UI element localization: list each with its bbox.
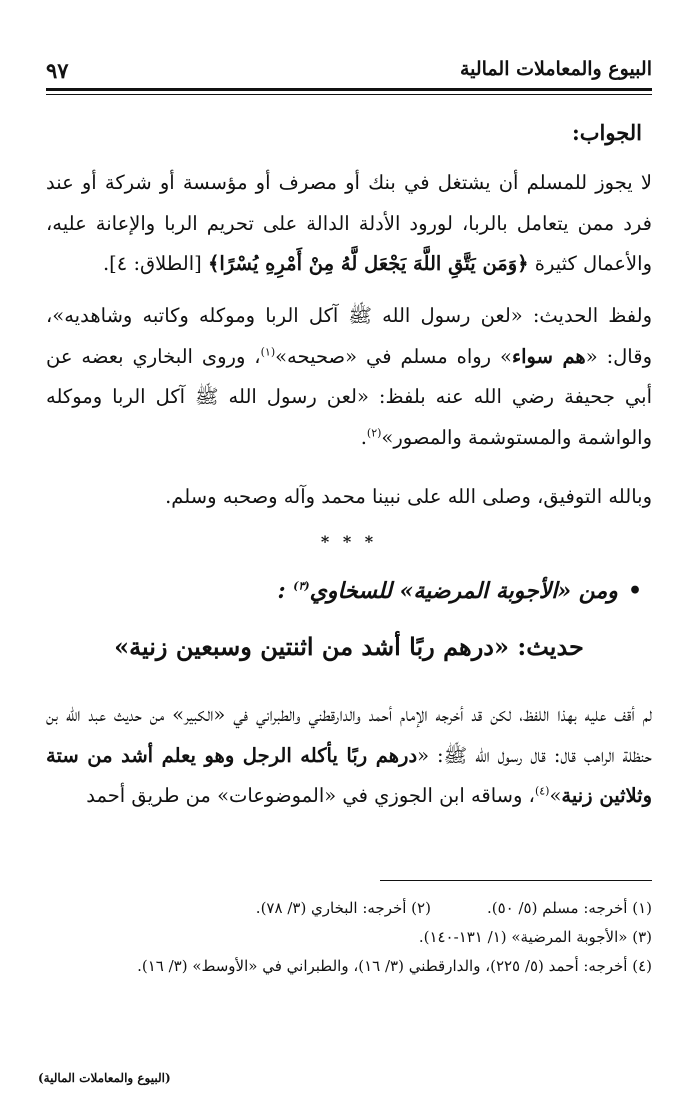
quran-verse: ﴿وَمَن يَتَّقِ اللَّهَ يَجْعَل لَّهُ مِنْ أَمْرِهِ يُسْرًا﴾ [207, 252, 529, 275]
footnote-marker-3[interactable]: (٣) [293, 579, 310, 593]
paragraph-1 [46, 163, 652, 285]
footnote-marker-1[interactable]: (١) [260, 345, 276, 358]
verse-reference: [الطلاق: ٤]. [102, 252, 202, 275]
paragraph-4-part2: » [549, 784, 562, 807]
paragraph-2-part4: . [360, 425, 367, 449]
paragraph-4-part1: لم أقف عليه بهذا اللفظ، لكن قد أخرجه الإمام أحمد والدارقطني والطبراني في «الكبير» من حديث عبد الله بن حنظلة الراهب قال: قال رسول الله ﷺ: « [46, 703, 652, 767]
page-footer: (البيوع والمعاملات المالية) [38, 1071, 171, 1085]
footnote-4: (٤) أخرجه: أحمد (٥/ ٢٢٥)، والدارقطني (٣/ ١٦)، والطبراني في «الأوسط» (٣/ ١٦). [137, 957, 652, 975]
source-intro-text: ومن «الأجوبة المرضية» للسخاوي [309, 578, 618, 604]
paragraph-2-part3: ، وروى البخاري بعضه عن أبي جحيفة رضي الله عنه بلفظ: «لعن رسول الله ﷺ آكل الربا وموكله والواشمة والمستوشمة والمصور» [46, 344, 652, 449]
paragraph-4-bold: درهم ربًا يأكله الرجل وهو يعلم أشد من ستة وثلاثين زنية [46, 743, 652, 807]
source-intro [277, 578, 642, 604]
paragraph-4-part3: ، وساقه ابن الجوزي في «الموضوعات» من طريق أحمد [86, 784, 535, 807]
paragraph-4 [46, 695, 652, 817]
hadith-heading: حديث: «درهم ربًا أشد من اثنتين وسبعين زنية» [114, 632, 584, 661]
footnote-3: (٣) «الأجوبة المرضية» (١/ ١٣١-١٤٠). [418, 928, 652, 946]
footnote-row-1 [46, 894, 652, 923]
footnote-marker-2[interactable]: (٢) [366, 426, 382, 439]
footnote-divider [380, 880, 652, 881]
paragraph-2-bold: هم سواء [511, 344, 586, 368]
footnotes [46, 894, 652, 981]
header-rule-thick [46, 88, 652, 91]
footnote-2: (٢) أخرجه: البخاري (٣/ ٧٨). [255, 899, 431, 917]
source-intro-colon: : [277, 578, 286, 604]
paragraph-3: وبالله التوفيق، وصلى الله على نبينا محمد وآله وصحبه وسلم. [165, 485, 652, 508]
section-separator: * * * [320, 532, 378, 551]
bullet-icon: • [627, 578, 642, 604]
paragraph-2 [46, 296, 652, 458]
footnote-marker-4[interactable]: (٤) [534, 784, 550, 798]
footnote-1: (١) أخرجه: مسلم (٥/ ٥٠). [486, 899, 652, 917]
answer-heading: الجواب: [572, 120, 642, 145]
header-rule-thin [46, 94, 652, 95]
paragraph-1-text: لا يجوز للمسلم أن يشتغل في بنك أو مصرف أو مؤسسة أو شركة أو عند فرد ممن يتعامل بالربا، لورود الأدلة الدالة على تحريم الربا والإعانة عليه، والأعمال كثيرة [46, 171, 652, 275]
page-number: ٩٧ [46, 58, 69, 83]
paragraph-2-part2: » رواه مسلم في «صحيحه» [275, 344, 512, 368]
page-header [38, 48, 660, 88]
running-title: البيوع والمعاملات المالية [459, 58, 652, 80]
paragraph-2-part1: ولفظ الحديث: «لعن رسول الله ﷺ آكل الربا وموكله وكاتبه وشاهديه»، وقال: « [46, 304, 652, 368]
